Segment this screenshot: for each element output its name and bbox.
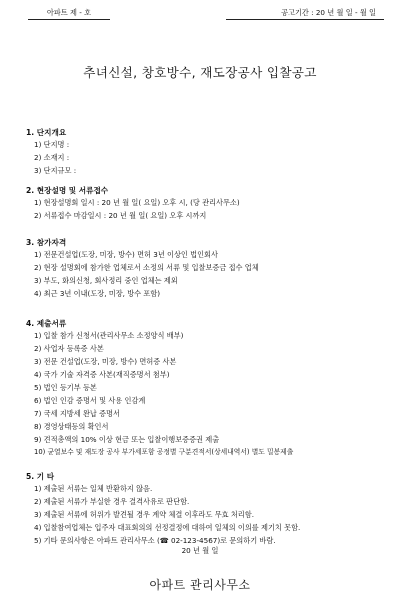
section-heading: 2. 현장설명 및 서류접수 — [26, 186, 109, 195]
list-item: 1) 현장설명회 일시 : 20 년 월 일( 요일) 오후 시, (당 관리사무소) — [34, 198, 240, 207]
list-item: 2) 서류접수 마감일시 : 20 년 월 일( 요일) 오후 시까지 — [34, 211, 207, 220]
list-item: 4) 입찰참여업체는 입주자 대표회의의 선정결정에 대하여 일체의 이의를 제기치 못함. — [34, 523, 301, 532]
list-item: 10) 균열보수 및 재도장 공사 부가세포함 공정별 구분견적서(상세내역서) 별도 밀봉제출 — [34, 448, 294, 456]
list-item: 3) 전문 건설업(도장, 미장, 방수) 면허증 사본 — [34, 357, 177, 366]
section-site-briefing — [26, 185, 386, 222]
notice-date: 20 년 월 일 — [181, 546, 219, 555]
list-item: 8) 경영상태등의 확인서 — [34, 422, 109, 431]
list-item: 1) 전문건설업(도장, 미장, 방수) 면허 3년 이상인 법인회사 — [34, 250, 218, 259]
section-heading: 5. 기 타 — [26, 472, 55, 481]
list-item: 1) 단지명 : — [34, 140, 70, 149]
section-heading: 1. 단지개요 — [26, 128, 67, 137]
list-item: 2) 소재지 : — [34, 153, 70, 162]
section-eligibility — [26, 237, 386, 300]
notice-header — [20, 7, 384, 20]
list-item: 5) 법인 등기부 등본 — [34, 383, 97, 392]
section-complex-overview — [26, 127, 386, 177]
list-item: 3) 부도, 화의신청, 회사정리 중인 업체는 제외 — [34, 276, 178, 285]
list-item: 2) 사업자 등록증 사본 — [34, 344, 104, 353]
list-item: 3) 단지규모 : — [34, 166, 77, 175]
notice-title: 추녀신설, 창호방수, 재도장공사 입찰공고 — [83, 65, 317, 80]
issuer-office: 아파트 관리사무소 — [149, 578, 251, 592]
section-other-notes — [26, 471, 386, 547]
list-item: 4) 최근 3년 이내(도장, 미장, 방수 포함) — [34, 289, 161, 298]
document-number-underline — [28, 19, 110, 20]
list-item: 6) 법인 인감 증명서 및 사용 인감계 — [34, 396, 146, 405]
list-item: 9) 견적총액의 10% 이상 현금 또는 입찰이행보증증권 제출 — [34, 435, 220, 444]
list-item: 7) 국세 지방세 완납 증명서 — [34, 409, 120, 418]
section-heading: 3. 참가자격 — [26, 238, 67, 247]
list-item: 4) 국가 기술 자격증 사본(재직증명서 첨부) — [34, 370, 170, 379]
list-item: 2) 제출된 서류가 부실한 경우 결격사유로 판단함. — [34, 497, 190, 506]
document-number: 아파트 제 - 호 — [46, 8, 92, 17]
list-item: 3) 제출된 서류에 허위가 발견될 경우 계약 체결 이후라도 무효 처리함. — [34, 510, 254, 519]
notice-period: 공고기간 : 20 년 월 일 - 월 일 — [281, 8, 376, 17]
list-item: 2) 현장 설명회에 참가한 업체로서 소정의 서류 및 입찰보증금 접수 업체 — [34, 263, 259, 272]
section-heading: 4. 제출서류 — [26, 319, 67, 328]
list-item: 1) 입찰 참가 신청서(관리사무소 소정양식 배부) — [34, 331, 184, 340]
list-item: 5) 기타 문의사항은 아파트 관리사무소 (☎ 02-123-4567)로 문의하기 바람. — [34, 536, 276, 545]
section-required-documents — [26, 318, 386, 459]
notice-period-underline — [226, 19, 384, 20]
list-item: 1) 제출된 서류는 일체 반환하지 않음. — [34, 484, 153, 493]
